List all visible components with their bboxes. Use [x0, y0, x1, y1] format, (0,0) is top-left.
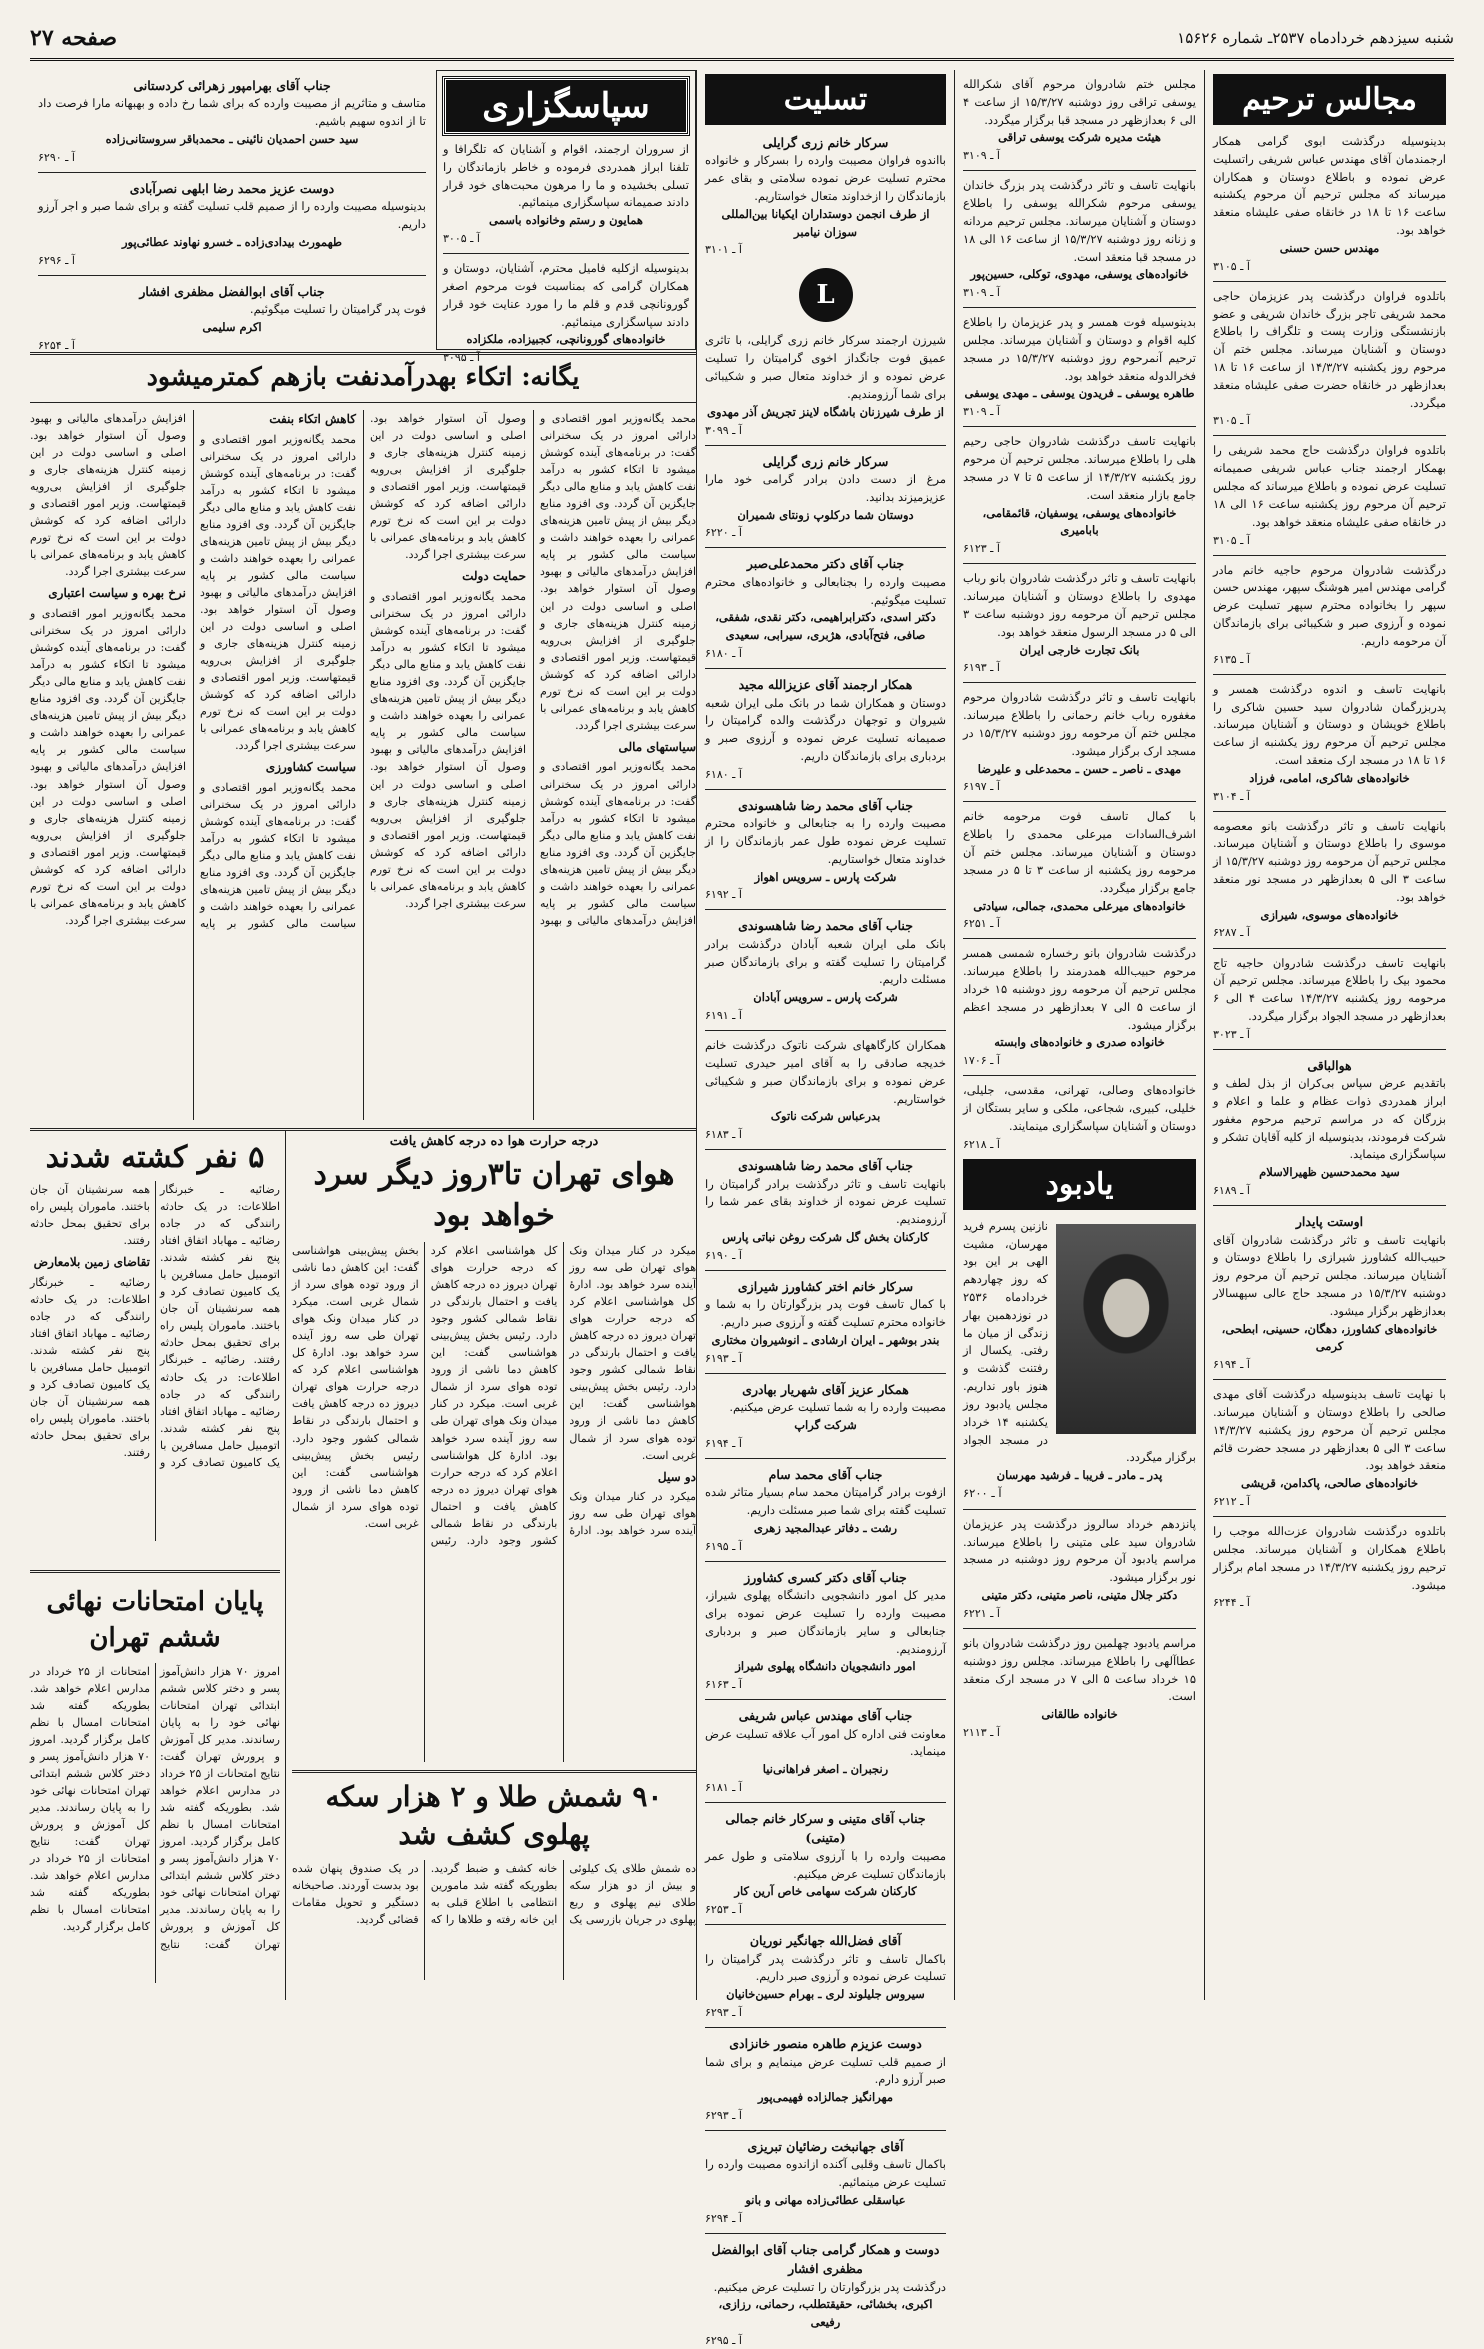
notice-text: بانهایت تاسف و تاثر درگذشت بانو معصومه موسوی را باطلاع دوستان و آشنایان میرساند. مجلس ترحیم آن مرحومه روز دوشنبه ۱۵/۳/۲۷ از ساعت ۳ الی ۵ بعدازظهر در مسجد نور منعقد خواهد بود.	[1213, 818, 1446, 904]
notice	[705, 675, 946, 783]
condolences-banner: تسلیت	[705, 74, 946, 125]
article-body: میکرد در کنار میدان ونک هوای تهران طی سه روز آینده سرد خواهد بود. ادارهٔ کل هواشناسی اعلام کرد که درجه حرارت هوای تهران دیروز ده درجه کاهش یافت و احتمال بارندگی در نقاط شمالی کشور وجود دارد. رئیس بخش پیش‌بینی هواشناسی گفت: این کاهش دما ناشی از ورود توده هوای سرد از شمال غربی است.	[569, 1244, 696, 1462]
notice-signature: خانواده‌های میرعلی محمدی، جمالی، سیادتی	[973, 898, 1186, 913]
notice-code: آ ـ ۶۲۵۱	[963, 917, 1000, 931]
notice	[705, 1809, 946, 1918]
notice-signature: پدر ـ مادر ـ فریبا ـ فرشید مهرسان	[996, 1468, 1163, 1483]
notice-text: بانهایت تاسف و تاثر درگذشت برادر گرامیتان را تسلیت عرض نموده از خداوند بقای عمر شما را آرزومندیم.	[705, 1176, 946, 1227]
notice-signature: بندر بوشهر ـ ایران ارشادی ـ انوشیروان مختاری	[711, 1332, 940, 1347]
notice-code: آ ـ ۶۱۹۳	[963, 661, 1000, 675]
notice-text: بانک ملی ایران شعبه آبادان درگذشت برادر گرامیتان را تسلیت گفته و برای بازماندگان صبر مسئلت داریم.	[705, 936, 946, 987]
notice-text: مدیر کل امور دانشجویی دانشگاه پهلوی شیراز، مصیبت وارده را تسلیت عرض نموده برای جنابعالی و سایر بازماندگان صبر و بردباری آرزومندیم.	[705, 1588, 946, 1656]
deceased-portrait	[1056, 1224, 1196, 1434]
notice-heading: سرکار خانم زری گرایلی	[762, 135, 889, 150]
article-subhead: نرخ بهره و سیاست اعتباری	[48, 586, 186, 601]
issue-date: شنبه سیزدهم خردادماه ۲۵۳۷ـ شماره ۱۵۶۲۶	[1177, 29, 1454, 47]
notice	[705, 332, 946, 438]
article-subhead: سیاستهای مالی	[618, 739, 696, 754]
notice-heading: هوالباقی	[1307, 1057, 1352, 1073]
notice-text: همکاران کارگاههای شرکت ناتوک درگذشت خانم خدیجه صادقی را به آقای امیر حیدری تسلیت عرض نموده و برای بازماندگان صبر و شکیبائی خواستاریم.	[705, 1038, 946, 1106]
lions-club-logo	[799, 268, 853, 322]
notice-code: آ ـ ۶۱۹۳	[705, 1351, 742, 1365]
notice-signature: خانواده‌های یوسفی، یوسفیان، قائمقامی، بابامیری	[982, 505, 1177, 538]
accident-section	[30, 1134, 280, 1564]
notice	[705, 796, 946, 904]
notice-code: آ ـ ۶۲۹۴	[705, 2211, 742, 2225]
notice	[1213, 818, 1446, 942]
notice-signature: سید محمدحسین ظهیرالاسلام	[1259, 1165, 1400, 1180]
notice	[963, 570, 1196, 676]
accident-headline: ۵ نفر کشته شدند	[45, 1140, 265, 1175]
notice-code: آ ـ ۳۱۰۵	[1213, 259, 1250, 273]
anniversary-notice	[963, 1218, 1196, 1503]
notice-text: بانهایت تاسف و تاثر درگذشت شادروان بانو رباب مهدوی را باطلاع دوستان و آشنایان میرساند. مجلس ترحیم آن مرحومه روز دوشنبه ساعت ۳ الی ۵ در مسجد الرسول منعقد خواهد بود.	[963, 571, 1196, 639]
weather-section	[292, 1134, 696, 1770]
notice-code: آ ـ ۶۲۸۷	[1213, 926, 1250, 940]
page-number: صفحه ۲۷	[30, 25, 118, 51]
article-body: محمد یگانه‌وزیر امور اقتصادی و دارائی امروز در یک سخنرانی گفت: در برنامه‌های آینده کوشش میشود تا اتکاء کشور به درآمد نفت کاهش یابد و منابع مالی دیگر جایگزین آن گردد. وی افزود منابع دیگر بیش از پیش تامین هزینه‌های عمرانی را بعهده خواهند داشت و سیاست مالی کشور بر پایه افزایش درآمدهای مالیاتی و بهبود وصول آن استوار خواهد بود. اصلی و اساسی دولت در این زمینه کنترل هزینه‌های جاری و جلوگیری از افزایش بی‌رویه قیمتهاست. وزیر امور اقتصادی و دارائی اضافه کرد که کوشش دولت بر این است که نرخ تورم کاهش یابد و برنامه‌های عمرانی با سرعت بیشتری اجرا گردد.	[370, 590, 526, 910]
notice	[705, 916, 946, 1024]
notice-code: آ ـ ۶۲۱۸	[963, 1137, 1000, 1151]
column-memorials	[1204, 70, 1454, 2000]
notice-signature: هیئت مدیره شرکت یوسفی تراقی	[998, 130, 1161, 145]
notice-signature: بدرعباس شرکت ناتوک	[770, 1109, 881, 1124]
notice-heading: دوست عزیزم طاهره منصور خانزادی	[729, 2036, 922, 2052]
notice	[705, 2137, 946, 2227]
notice-text: با کمال تاسف فوت مرحومه خانم اشرف‌السادات میرعلی محمدی را باطلاع دوستان و آشنایان میرساند. مجلس ختم آن مرحومه روز یکشنبه از ساعت ۳ تا ۵ در مسجد جامع برگزار میگردد.	[963, 809, 1197, 895]
notice-heading: جناب آقای مهندس عباس شریفی	[738, 1708, 913, 1724]
notice	[963, 1635, 1196, 1741]
notice-heading: جناب آقای محمد رضا شاهسوندی	[738, 1158, 913, 1174]
oil-article	[30, 410, 696, 1120]
accident-article	[30, 1181, 280, 1541]
notice	[963, 945, 1196, 1069]
notice	[1213, 681, 1446, 805]
article-body: محمد یگانه‌وزیر امور اقتصادی و دارائی امروز در یک سخنرانی گفت: در برنامه‌های آینده کوشش میشود تا اتکاء کشور به درآمد نفت کاهش یابد و منابع مالی دیگر جایگزین آن گردد. وی افزود منابع دیگر بیش از پیش تامین هزینه‌های عمرانی را بعهده خواهند داشت و سیاست مالی کشور بر پایه افزایش درآمدهای مالیاتی و بهبود وصول آن استوار خواهد بود. اصلی و اساسی دولت در این زمینه کنترل هزینه‌های جاری و جلوگیری از افزایش بی‌رویه قیمتهاست. وزیر امور اقتصادی و دارائی اضافه کرد که کوشش دولت بر این است که نرخ تورم کاهش یابد و برنامه‌های عمرانی با سرعت بیشتری اجرا گردد.	[200, 432, 356, 753]
notice-text: بدینوسیله فوت همسر و پدر عزیزمان را باطلاع کلیه اقوام و دوستان و آشنایان میرساند. مجلس ترحیم آنمرحوم روز دوشنبه ۱۵/۳/۲۷ در مسجد فخرالدوله منعقد خواهد بود.	[963, 315, 1196, 383]
notice-text: درگذشت پدر بزرگوارتان را تسلیت عرض میکنیم.	[713, 2279, 946, 2294]
notice	[705, 2034, 946, 2124]
notice-heading: جناب آقای محمد رضا شاهسوندی	[738, 918, 913, 934]
notice-text: بدینوسیله ازکلیه فامیل محترم، آشنایان، دوستان و همکاران گرامی که بمناسبت فوت مرحوم اصغر گورونانچی قدم و قلم ما را مورد عنایت خود قرار دادند سپاسگزاری مینمائیم.	[443, 261, 689, 329]
article-body: میکرد در کنار میدان ونک هوای تهران طی سه روز آینده سرد خواهد بود. ادارهٔ کل هواشناسی اعلام کرد که درجه حرارت هوای تهران دیروز ده درجه کاهش یافت و احتمال بارندگی در نقاط شمالی کشور وجود دارد. رئیس بخش پیش‌بینی هواشناسی گفت: این کاهش دما ناشی از ورود توده هوای سرد از شمال غربی است.	[292, 1295, 419, 1530]
notice-code: آ ـ ۶۱۹۰	[705, 1248, 742, 1262]
article-body: محمد یگانه‌وزیر امور اقتصادی و دارائی امروز در یک سخنرانی گفت: در برنامه‌های آینده کوشش میشود تا اتکاء کشور به درآمد نفت کاهش یابد و منابع مالی دیگر جایگزین آن گردد. وی افزود منابع دیگر بیش از پیش تامین هزینه‌های عمرانی را بعهده خواهند داشت و سیاست مالی کشور بر پایه افزایش درآمدهای مالیاتی و بهبود وصول آن استوار خواهد بود. اصلی و اساسی دولت در این زمینه کنترل هزینه‌های جاری و جلوگیری از افزایش بی‌رویه قیمتهاست. وزیر امور اقتصادی و دارائی اضافه کرد که کوشش دولت بر این است که نرخ تورم کاهش یابد و برنامه‌های عمرانی با سرعت بیشتری اجرا گردد.	[540, 412, 696, 732]
article-subhead: تقاضای زمین بلامعارض	[33, 1255, 150, 1270]
notice-text: فوت پدر گرامیتان را تسلیت میگوئیم.	[249, 302, 426, 317]
article-body: رضائیه ـ خبرنگار اطلاعات: در یک حادثه رانندگی که در جاده رضائیه ـ مهاباد اتفاق افتاد پنج نفر کشته شدند. اتومبیل حامل مسافرین با یک کامیون تصادف کرد و همه سرنشینان آن جان باختند. ماموران پلیس راه برای تحقیق بمحل حادثه رفتند.	[30, 1275, 150, 1460]
notice-text: بدینوسیله درگذشت ابوی گرامی همکار ارجمندمان آقای مهندس عباس شریفی راتسلیت عرض نموده و باطلاع دوستان و همکاران میرساند که مجلس ترحیم آن مرحوم یکشنبه ساعت ۱۶ تا ۱۸ در خانقاه صفی علیشاه منعقد خواهد بود.	[1213, 134, 1446, 238]
news-section	[30, 70, 696, 2000]
notice-code: آ ـ ۶۱۶۳	[705, 1678, 742, 1692]
notice	[705, 133, 946, 258]
notice-signature: خانواده‌های موسوی، شیرازی	[1260, 907, 1399, 922]
notice-heading: همکار ارجمند آقای عزیزالله مجید	[738, 677, 913, 693]
notice	[443, 141, 689, 247]
notice-text: بااندوه فراوان مصیبت وارده را بسرکار و خانواده محترم تسلیت عرض نموده سلامتی و بقای عمر بازماندگان را ازخداوند متعال خواستاریم.	[705, 153, 946, 203]
notice	[1213, 288, 1446, 430]
notice-text: متاسف و متاثریم از مصیبت وارده که برای شما رخ داده و بهبهانه مارا فرصت داد تا از اندوه سهیم باشیم.	[38, 96, 426, 129]
article-body: میکرد در کنار میدان ونک هوای تهران طی سه روز آینده سرد خواهد بود. ادارهٔ کل هواشناسی اعلام کرد که درجه حرارت هوای تهران دیروز ده درجه کاهش یافت و احتمال بارندگی در نقاط شمالی کشور وجود دارد. رئیس بخش پیش‌بینی هواشناسی گفت: این کاهش دما ناشی از ورود توده هوای سرد از شمال غربی است.	[292, 1244, 558, 1547]
notice-code: آ ـ ۶۲۹۳	[705, 2006, 742, 2020]
notice-heading: جناب آقای ابوالفضل مظفری افشار	[139, 283, 325, 299]
notice-heading: آقای فضل‌الله جهانگیر نوریان	[749, 1933, 902, 1949]
notice	[963, 1516, 1196, 1622]
notice-signature: رنجبران ـ اصغر فراهانی‌نیا	[762, 1762, 889, 1777]
notice-heading: همکار عزیز آقای شهریار بهادری	[742, 1381, 909, 1397]
notice-text: باتلدوه فراوان درگذشت حاج محمد شریفی را بهمکار ارجمند جناب عباس شریفی صمیمانه تسلیت عرض نموده و باطلاع میرساند که مجلس ترحیم آن مرحوم روز یکشنبه ساعت ۱۶ الی ۱۸ در خانقاه صفی علیشاه منعقد خواهد بود.	[1213, 443, 1446, 529]
notice-text: بانهایت تاسف درگذشت شادروان حاجیه تاج محمود بیک را باطلاع میرساند. مجلس ترحیم آن مرحومه روز یکشنبه ۱۴/۳/۲۷ ساعت ۴ الی ۶ بعدازظهر در مسجد الجواد برگزار میگردد.	[1213, 955, 1446, 1023]
notice-signature: طهمورث بیدادی‌زاده ـ خسرو نهاوند عطائی‌پور	[121, 234, 343, 249]
notice-code: آ ـ ۶۱۸۰	[705, 767, 742, 781]
notice-code: آ ـ ۶۱۸۳	[705, 1128, 742, 1142]
notice-heading: جناب آقای متینی و سرکار خانم جمالی (متینی)	[725, 1811, 926, 1846]
notice-code: آ ـ ۶۲۵۳	[705, 1903, 742, 1917]
gold-section	[292, 1778, 696, 1998]
notice-text: با کمال تاسف فوت پدر بزرگوارتان را به شما و خانواده محترم تسلیت گفته و آرزوی صبر داریم.	[705, 1297, 946, 1330]
notice	[705, 1465, 946, 1555]
notice	[963, 689, 1196, 795]
notice-text: شیرزن ارجمند سرکار خانم زری گرایلی، با تاثری عمیق فوت جانگداز اخوی گرامیتان را تسلیت عرض نموده و از خداوند متعال صبر و شکیبائی برای شما آرزومندیم.	[705, 333, 946, 401]
notice-code: آ ـ ۶۱۲۳	[963, 542, 1000, 556]
notice-code: آ ـ ۶۱۹۴	[705, 1436, 742, 1450]
notice-signature: خانواده‌های شاکری، امامی، فرزاد	[1249, 770, 1410, 785]
notice	[705, 1277, 946, 1367]
condolence-notices-top	[30, 70, 434, 350]
notice-signature: عباسقلی عطائی‌زاده مهانی و بانو	[745, 2192, 906, 2207]
notice-code: آ ـ ۳۱۰۹	[963, 405, 1000, 419]
notice-code: آ ـ ۶۱۸۰	[705, 647, 742, 661]
article-body: ده شمش طلای یک کیلوئی و بیش از دو هزار سکه طلای نیم پهلوی و ربع پهلوی در جریان بازرسی یک خانه کشف و ضبط گردید. بطوریکه گفته شد مامورین انتظامی با اطلاع قبلی به این خانه رفته و طلاها را که در یک صندوق پنهان شده بود بدست آوردند. صاحبخانه دستگیر و تحویل مقامات قضائی گردید.	[292, 1861, 696, 1926]
article-body: رضائیه ـ خبرنگار اطلاعات: در یک حادثه رانندگی که در جاده رضائیه ـ مهاباد اتفاق افتاد پنج نفر کشته شدند. اتومبیل حامل مسافرین با یک کامیون تصادف کرد و همه سرنشینان آن جان باختند. ماموران پلیس راه برای تحقیق بمحل حادثه رفتند.	[160, 1183, 280, 1367]
notice-code: آ ـ ۶۲۹۶	[38, 253, 75, 267]
notice-signature: خانواده طالقانی	[1041, 1707, 1118, 1722]
article-subhead: حمایت دولت	[462, 569, 526, 584]
notice-heading: دوست عزیز محمد رضا ابلهی نصرآبادی	[129, 180, 335, 196]
notice-heading: آقای جهانبخت رضائیان تبریزی	[747, 2138, 904, 2154]
exams-headline: پایان امتحانات نهائی ششم تهران	[46, 1587, 264, 1654]
notice-text: باکمال تاسف وقلبی آکنده ازاندوه مصیبت وارده را تسلیت عرض مینمائیم.	[705, 2157, 946, 2190]
notice-text: باتلدوه درگذشت شادروان عزت‌الله موجب را باطلاع همکاران و آشنایان میرساند. مجلس ترحیم روز یکشنبه ۱۴/۳/۲۷ در مسجد امام برگزار میشود.	[1213, 1524, 1446, 1592]
notice-heading: سرکار خانم اختر کشاورز شیرازی	[737, 1278, 914, 1294]
notice-signature: دکتر جلال متینی، ناصر متینی، دکتر متینی	[981, 1588, 1178, 1603]
notice-code: آ ـ ۳۱۰۵	[1213, 414, 1250, 428]
notice-signature: شرکت پارس ـ سرویس اهواز	[754, 869, 897, 884]
notice-code: آ ـ ۳۰۲۳	[1213, 1027, 1250, 1041]
notice	[963, 76, 1196, 164]
notice-code: آ ـ ۶۲۲۰	[705, 526, 742, 540]
notice-text: مرغ از دست دادن برادر گرامی خود مارا عزیزمیزند بدانید.	[705, 471, 946, 504]
notice	[705, 1037, 946, 1143]
notice	[38, 179, 426, 269]
notice-code: آ ـ ۶۲۹۵	[705, 2334, 742, 2348]
notice-text: خانواده‌های وصالی، تهرانی، مقدسی، جلیلی، خلیلی، کبیری، شجاعی، ملکی و سایر بستگان از دوستان و آشنایان سپاسگزاری مینمایند.	[963, 1083, 1196, 1133]
exams-section	[30, 1578, 280, 1998]
notice-signature: خانواده‌های کشاورز، دهگان، حسینی، ابطحی، کرمی	[1221, 1321, 1438, 1354]
newspaper-page	[30, 18, 1454, 2348]
notice-code: آ ـ ۶۲۲۱	[963, 1606, 1000, 1620]
notice-signature: خانواده‌های گورونانچی، کجبیزاده، ملکزاده	[466, 332, 666, 347]
notice-heading: دوست و همکار گرامی جناب آقای ابوالفضل مظفری افشار	[711, 2241, 940, 2277]
notice-signature: شرکت گراپ	[794, 1417, 857, 1432]
notice-code: آ ـ ۶۲۹۰	[38, 150, 75, 164]
notice-signature: مهرانگیز جمالزاده فهیمی‌پور	[757, 2090, 894, 2105]
notice-code: آ ـ ۳۰۹۵	[443, 351, 480, 365]
notice-text: نازنین پسرم فرید مهرسان، مشیت الهی بر این بود که روز چهاردهم خردادماه ۲۵۳۶ در نوزدهمین بهار زندگی از میان ما رفتی. یکسال از رفتنت گذشت و هنوز باور نداریم. مجلس یادبود روز یکشنبه ۱۴ خرداد در مسجد الجواد برگزار میگردد.	[963, 1218, 1196, 1465]
notice-text: با نهایت تاسف بدینوسیله درگذشت آقای مهدی صالحی را باطلاع دوستان و آشنایان میرساند. مجلس ترحیم آن مرحوم روز یکشنبه ۱۴/۳/۲۷ ساعت ۳ الی ۵ بعدازظهر در مسجد حضرت قائم منعقد خواهد بود.	[1213, 1387, 1446, 1473]
notice-code: آ ـ ۶۱۹۴	[1213, 1358, 1250, 1372]
notice	[963, 1082, 1196, 1152]
notice-text: مصیبت وارده را به جنابعالی و خانواده محترم تسلیت عرض نموده طول عمر بازماندگان را از خداوند متعال خواستاریم.	[705, 816, 946, 866]
notice	[1213, 1212, 1446, 1373]
notice	[705, 452, 946, 542]
thanks-box	[436, 70, 696, 365]
notice-text: بدینوسیله مصیبت وارده را از صمیم قلب تسلیت گفته و برای شما صبر و اجر آرزو داریم.	[38, 199, 426, 232]
article-body: امروز ۷۰ هزار دانش‌آموز پسر و دختر کلاس ششم ابتدائی تهران امتحانات نهائی خود را به پایان رساندند. مدیر کل آموزش و پرورش تهران گفت: نتایج امتحانات از ۲۵ خرداد در مدارس اعلام خواهد شد. بطوریکه گفته شد امتحانات امسال با نظم کامل برگزار گردید.	[160, 1664, 281, 1849]
article-body: امروز ۷۰ هزار دانش‌آموز پسر و دختر کلاس ششم ابتدائی تهران امتحانات نهائی خود را به پایان رساندند. مدیر کل آموزش و پرورش تهران گفت: نتایج امتحانات از ۲۵ خرداد در مدارس اعلام خواهد شد. بطوریکه گفته شد امتحانات امسال با نظم کامل برگزار گردید.	[30, 1664, 280, 1951]
notice-signature: از طرف شیرزنان باشگاه لاینز تجریش آذر مهدوی	[707, 404, 944, 419]
notice-signature: اکبری، بخشائی، حقیقتطلب، رحمانی، رزازی، رفیعی	[718, 2297, 933, 2330]
notice	[963, 314, 1196, 420]
article-body: رضائیه ـ خبرنگار اطلاعات: در یک حادثه رانندگی که در جاده رضائیه ـ مهاباد اتفاق افتاد پنج نفر کشته شدند. اتومبیل حامل مسافرین با یک کامیون تصادف کرد و همه سرنشینان آن جان باختند. ماموران پلیس راه برای تحقیق بمحل حادثه رفتند.	[30, 1183, 280, 1469]
weather-headline: هوای تهران تا۳روز دیگر سرد خواهد بود	[313, 1157, 675, 1233]
notice-signature: خانواده‌های صالحی، پاکدامن، قریشی	[1240, 1476, 1419, 1491]
notice-signature: مهندس حسن حسنی	[1279, 240, 1380, 255]
notice-signature: دوستان شما درکلوپ زونتای شمیران	[737, 507, 914, 522]
masthead	[30, 18, 1454, 61]
notice-signature: رشت ـ دفاتر عبدالمجید زهری	[753, 1520, 898, 1535]
notice-heading: جناب آقای محمد سام	[768, 1466, 883, 1482]
notice-text: مصیبت وارده را به شما تسلیت عرض میکنیم.	[729, 1400, 946, 1415]
notice-signature: خانواده‌های یوسفی، مهدوی، توکلی، حسین‌پور	[970, 267, 1189, 282]
column-memorials-2	[954, 70, 1204, 2000]
notice-code: آ ـ ۶۲۰۰	[963, 1485, 1002, 1500]
notice-text: باتلدوه فراوان درگذشت پدر عزیزمان حاجی محمد شریفی تاجر بزرگ خاندان شریفی و عضو بازنشستگی‌ وزارت پست و تلگراف را باطلاع دوستان و آشنایان میرساند. مجلس ختم آن مرحوم روز یکشنبه ۱۴/۳/۲۷ از ساعت ۱۶ تا ۱۸ بعدازظهر در خانقاه حضرت صفی علیشاه منعقد میگردد.	[1213, 288, 1447, 410]
notice-signature: دکتر اسدی، دکترابراهیمی، دکتر نقدی، شفقی، صافی، فتح‌آبادی، هژبری، سیرابی، سعیدی	[715, 610, 936, 643]
notice	[705, 2240, 946, 2349]
notice-code: آ ـ ۳۱۰۹	[963, 286, 1000, 300]
notice-text: از سروران ارجمند، اقوام و آشنایان که تلگرافا و تلفنا ابراز همدردی فرموده و خاطر بازماندگان را تسلی بخشیده و ما را مرهون محبت‌های خود قرار دادند صمیمانه سپاسگزاری مینمائیم.	[443, 142, 689, 210]
notice	[1213, 133, 1446, 275]
notice-code: آ ـ ۶۱۸۱	[705, 1780, 742, 1794]
notice-code: آ ـ ۶۱۸۹	[1213, 1184, 1250, 1198]
notice	[963, 433, 1196, 557]
notice-signature: خانواده صدری و خانواده‌های وابسته	[994, 1035, 1165, 1050]
article-subhead: دو سیل	[657, 1469, 696, 1484]
notice-code: آ ـ ۱۷۰۶	[963, 1054, 1000, 1068]
notice-text: بانهایت تاسف و تاثر درگذشت شادروان آقای حبیب‌الله کشاورز شیرازی را باطلاع دوستان و آشنایان میرساند. مجلس ترحیم آن مرحوم روز دوشنبه ۱۵/۳/۲۷ در مسجد حاج عالی سپهسالار بعدازظهر برگزار میشود.	[1213, 1232, 1446, 1318]
notice-text: بانهایت تاسف و تاثر درگذشت شادروان مرحوم مغفوره رباب خانم رحمانی را باطلاع میرساند. مجلس ختم آن مرحومه روز دوشنبه ۱۵/۳/۲۷ در مسجد ارک برگزار میشود.	[963, 690, 1196, 758]
notice-signature: طاهره یوسفی ـ فریدون یوسفی ـ مهدی یوسفی	[964, 386, 1195, 401]
notice	[705, 554, 946, 662]
notice-code: آ ـ ۶۲۴۴	[1213, 1596, 1250, 1610]
notice	[1213, 1523, 1446, 1611]
notice-text: بانهایت تاسف و اندوه درگذشت همسر و پدربزرگمان شادروان سید حسین شاکری را باطلاع خویشان و دوستان و آشنایان میرساند. مجلس ترحیم آن مرحوم روز یکشنبه از ساعت ۱۶ تا ۱۸ در مسجد ارک منعقد است.	[1213, 681, 1446, 767]
thanks-banner: سپاسگزاری	[443, 77, 689, 135]
notice-text: مصیبت وارده را بجنابعالی و خانواده‌های محترم تسلیت میگوئیم.	[705, 574, 946, 607]
notice-heading: جناب آقای بهرامپور زهرائی کردستانی	[133, 78, 331, 93]
notice-text: باتقدیم عرض سپاس بی‌کران از بذل لطف و ابراز همدردی ذوات عظام و علما و اعلام و بزرگان که در مراسم ترحیم مرحوم مغفور شرکت فرمودند، بدینوسیله از کلیه آقایان تشکر و سپاسگزاری مینماید.	[1213, 1076, 1446, 1162]
notice-code: آ ـ ۳۱۰۹	[963, 149, 1000, 163]
notice	[705, 1568, 946, 1693]
notice	[963, 808, 1196, 932]
weather-article	[292, 1242, 696, 1762]
notice-heading: سرکار خانم زری گرایلی	[762, 453, 889, 469]
notice	[1213, 955, 1446, 1043]
notice	[1213, 1386, 1446, 1510]
notice-code: آ ـ ۳۱۰۴	[1213, 789, 1250, 803]
notice	[705, 1706, 946, 1796]
notice-text: معاونت فنی اداره کل امور آب علاقه تسلیت عرض مینماید.	[705, 1726, 946, 1759]
oil-headline: یگانه: اتکاء بهدرآمدنفت بازهم کمترمیشود	[146, 362, 580, 391]
notice-signature: کارکنان بخش گل شرکت روغن نباتی پارس	[722, 1230, 929, 1245]
notice-code: آ ـ ۶۱۹۱	[705, 1009, 742, 1023]
gold-headline: ۹۰ شمش طلا و ۲ هزار سکه پهلوی کشف شد	[325, 1780, 663, 1851]
memorials-banner: مجالس ترحیم	[1213, 74, 1446, 125]
notice-code: آ ـ ۶۱۳۵	[1213, 652, 1250, 666]
notice-code: آ ـ ۶۱۹۲	[705, 888, 742, 902]
notice-heading: جناب آقای دکتر محمدعلی‌صبر	[746, 556, 905, 572]
notice-heading: جناب آقای محمد رضا شاهسوندی	[738, 797, 913, 813]
notice	[38, 76, 426, 166]
notice-text: دوستان و همکاران شما در بانک ملی ایران شعبه شیروان و توجهان درگذشت والده گرامیتان را صمیمانه تسلیت عرض نموده و آرزوی صبر و بردباری برای بازماندگان داریم.	[705, 695, 946, 763]
notice	[1213, 562, 1446, 668]
notice-signature: کارکنان شرکت سهامی خاص آرین کار	[734, 1884, 917, 1899]
notice-signature: امور دانشجویان دانشگاه پهلوی شیراز	[735, 1659, 916, 1674]
notice	[1213, 442, 1446, 548]
notice-text: باکمال تاسف و تاثر درگذشت پدر گرامیتان را تسلیت عرض نموده و آرزوی صبر داریم.	[705, 1951, 946, 1984]
notice-text: پانزدهم خرداد سالروز درگذشت پدر عزیزمان شادروان سید علی متینی را باطلاع میرساند. مراسم یادبود آن مرحوم روز دوشنبه در مسجد نور برگزار میشود.	[963, 1516, 1196, 1585]
notice-signature: بانک تجارت خارجی ایران	[1019, 642, 1140, 657]
article-body: محمد یگانه‌وزیر امور اقتصادی و دارائی امروز در یک سخنرانی گفت: در برنامه‌های آینده کوشش میشود تا اتکاء کشور به درآمد نفت کاهش یابد و منابع مالی دیگر جایگزین آن گردد. وی افزود منابع دیگر بیش از پیش تامین هزینه‌های عمرانی را بعهده خواهند داشت و سیاست مالی کشور بر پایه افزایش درآمدهای مالیاتی و بهبود وصول آن استوار خواهد بود. اصلی و اساسی دولت در این زمینه کنترل هزینه‌های جاری و جلوگیری از افزایش بی‌رویه قیمتهاست. وزیر امور اقتصادی و دارائی اضافه کرد که کوشش دولت بر این است که نرخ تورم کاهش یابد و برنامه‌های عمرانی با سرعت بیشتری اجرا گردد.	[30, 607, 186, 927]
notice-text: مجلس ختم شادروان مرحوم آقای شکرالله یوسفی تراقی روز دوشنبه ۱۵/۳/۲۷ از ساعت ۴ الی ۶ بعدازظهر در مسجد قبا برگزار میگردد.	[963, 77, 1197, 127]
notice-signature: همایون و رستم وخانواده باسمی	[489, 213, 643, 228]
notice-signature: شرکت پارس ـ سرویس آبادان	[753, 990, 898, 1005]
gold-article	[292, 1860, 696, 1980]
notice	[705, 1380, 946, 1452]
article-subhead: سیاست کشاورزی	[265, 760, 356, 775]
article-subhead: کاهش اتکاء بنفت	[269, 412, 356, 426]
notice	[963, 177, 1196, 301]
notice-code: آ ـ ۳۰۹۹	[705, 423, 742, 437]
notice-text: درگذشت شادروان بانو رخساره شمسی همسر مرحوم حبیب‌الله همدرمند را باطلاع میرساند. مجلس ترحیم آن مرحومه روز دوشنبه ۱۵ خرداد از ساعت ۵ الی ۷ بعدازظهر در مسجد اعظم برگزار میشود.	[963, 946, 1196, 1032]
notice-code: آ ـ ۶۱۹۷	[963, 780, 1000, 794]
notice-text: ازفوت برادر گرامیتان محمد سام بسیار متاثر شده تسلیت گفته برای شما صبر مسئلت داریم.	[705, 1485, 946, 1518]
notice	[705, 1931, 946, 2021]
notice-text: بانهایت تاسف درگذشت شادروان حاجی رحیم هلی را باطلاع میرساند. مجلس ترحیم آن مرحوم روز یکشنبه ۱۴/۳/۲۷ از ساعت ۵ تا ۷ در مسجد جامع بازار منعقد است.	[963, 434, 1197, 502]
column-condolences	[696, 70, 954, 2348]
exams-article	[30, 1663, 280, 1983]
notice-signature: سیروس جلیلوند لری ـ بهرام حسین‌خانیان	[726, 1987, 925, 2002]
article-body: امروز ۷۰ هزار دانش‌آموز پسر و دختر کلاس ششم ابتدائی تهران امتحانات نهائی خود را به پایان رساندند. مدیر کل آموزش و پرورش تهران گفت: نتایج امتحانات از ۲۵ خرداد در مدارس اعلام خواهد شد. بطوریکه گفته شد امتحانات امسال با نظم کامل برگزار گردید.	[30, 1732, 150, 1934]
notice-code: آ ـ ۶۱۹۵	[705, 1539, 742, 1553]
notice-signature: اکرم سلیمی	[202, 319, 262, 334]
notice-code: آ ـ ۳۱۰۱	[705, 243, 742, 257]
notice-code: آ ـ ۶۲۵۴	[38, 338, 75, 352]
notice	[443, 260, 689, 366]
notice-text: مراسم یادبود چهلمین روز درگذشت شادروان بانو عطاآلهی را باطلاع میرساند. مجلس روز دوشنبه ۱۵ خرداد ساعت ۵ الی ۷ در مسجد ارک منعقد است.	[963, 1635, 1196, 1704]
notice-signature: مهدی ـ ناصر ـ حسن ـ محمدعلی و علیرضا	[977, 761, 1182, 776]
notice-code: آ ـ ۶۲۱۲	[1213, 1495, 1250, 1509]
notice	[38, 282, 426, 354]
notice-signature: از طرف انجمن دوستداران ایکیانا بین‌المللی سوزان نیامبر	[721, 206, 930, 239]
notice-heading: اوستت پایدار	[1295, 1214, 1364, 1230]
notice-text: از صمیم قلب تسلیت عرض مینمایم و برای شما صبر آرزو دارم.	[705, 2054, 946, 2087]
article-body: محمد یگانه‌وزیر امور اقتصادی و دارائی امروز در یک سخنرانی گفت: در برنامه‌های آینده کوشش میشود تا اتکاء کشور به درآمد نفت کاهش یابد و منابع مالی دیگر جایگزین آن گردد. وی افزود منابع دیگر بیش از پیش تامین هزینه‌های عمرانی را بعهده خواهند داشت و سیاست مالی کشور بر پایه افزایش درآمدهای مالیاتی و بهبود وصول آن استوار خواهد بود. اصلی و اساسی دولت در این زمینه کنترل هزینه‌های جاری و جلوگیری از افزایش بی‌رویه قیمتهاست. وزیر امور اقتصادی و دارائی اضافه کرد که کوشش دولت بر این است که نرخ تورم کاهش یابد و برنامه‌های عمرانی با سرعت بیشتری اجرا گردد.	[30, 412, 356, 931]
notice	[1213, 1056, 1446, 1199]
notice-text: درگذشت شادروان مرحوم حاجیه خانم مادر گرامی مهندس امیر هوشنگ سپهر، مهندس حسن سپهر را بخانواده محترم سپهر تسلیت عرض نموده و آرزوی صبر و شکیبائی برای بازماندگان آن مرحومه داریم.	[1213, 562, 1446, 648]
notice-signature: سید حسن احمدیان نائینی ـ محمدباقر سروستانی‌زاده	[105, 132, 359, 146]
notice-code: آ ـ ۲۱۱۳	[963, 1725, 1000, 1739]
weather-kicker: درجه حرارت هوا ده درجه کاهش یافت	[389, 1134, 599, 1149]
notice-heading: جناب آقای دکتر کسری کشاورز	[744, 1569, 907, 1585]
notice	[705, 1156, 946, 1264]
memorial-anniversary-banner: یادبود	[963, 1159, 1196, 1210]
notice-code: آ ـ ۶۲۹۳	[705, 2108, 742, 2122]
notice-text: مصیبت وارده را با آرزوی سلامتی و طول عمر بازماندگان تسلیت عرض میکنیم.	[705, 1848, 946, 1881]
notice-code: آ ـ ۳۱۰۵	[1213, 533, 1250, 547]
article-body: میکرد در کنار میدان ونک هوای تهران طی سه روز آینده سرد خواهد بود. ادارهٔ کل هواشناسی اعلام کرد که درجه حرارت هوای تهران دیروز ده درجه کاهش یافت و احتمال بارندگی در نقاط شمالی کشور وجود دارد. رئیس بخش پیش‌بینی هواشناسی گفت: این کاهش دما ناشی از ورود توده هوای سرد از شمال غربی است.	[430, 1244, 696, 1538]
notice-code: آ ـ ۳۰۰۵	[443, 232, 480, 246]
notice-text: بانهایت تاسف و تاثر درگذشت پدر بزرگ خاندان یوسفی مرحوم شکرالله یوسفی را باطلاع دوستان و آشنایان میرساند. مجلس ترحیم مردانه و زنانه روز دوشنبه ۱۵/۳/۲۷ از ساعت ۱۶ الی ۱۸ در مسجد قبا منعقد است.	[963, 178, 1196, 264]
article-body: محمد یگانه‌وزیر امور اقتصادی و دارائی امروز در یک سخنرانی گفت: در برنامه‌های آینده کوشش میشود تا اتکاء کشور به درآمد نفت کاهش یابد و منابع مالی دیگر جایگزین آن گردد. وی افزود منابع دیگر بیش از پیش تامین هزینه‌های عمرانی را بعهده خواهند داشت و سیاست مالی کشور بر پایه افزایش درآمدهای مالیاتی و بهبود وصول آن استوار خواهد بود. اصلی و اساسی دولت در این زمینه کنترل هزینه‌های جاری و جلوگیری از افزایش بی‌رویه قیمتهاست. وزیر امور اقتصادی و دارائی اضافه کرد که کوشش دولت بر این است که نرخ تورم کاهش یابد و برنامه‌های عمرانی با سرعت بیشتری اجرا گردد.	[370, 412, 696, 927]
